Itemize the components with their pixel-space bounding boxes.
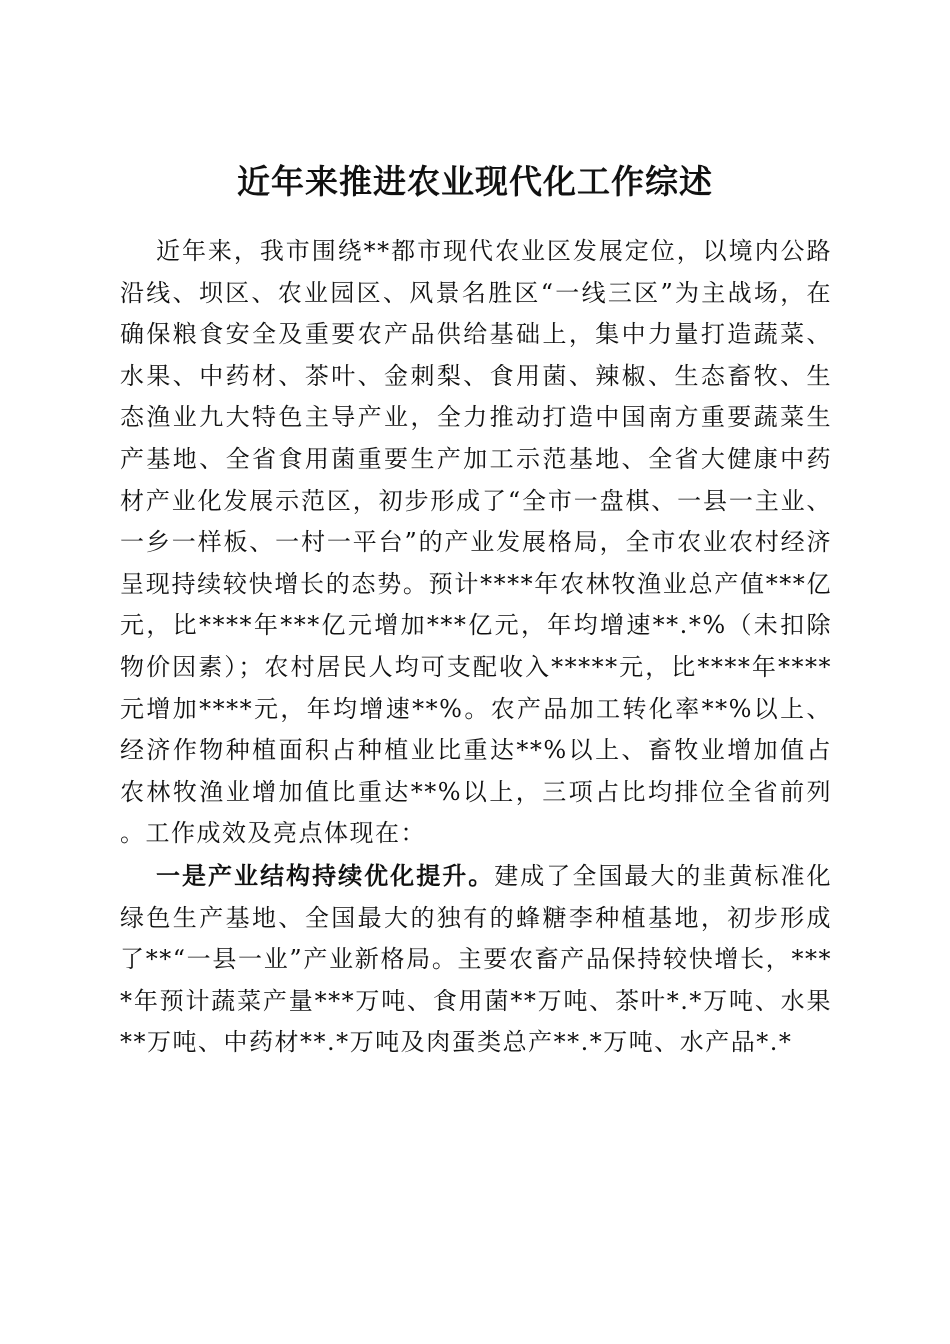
section-one-heading: 一是产业结构持续优化提升。 [156,860,495,890]
section-one-paragraph [120,855,832,1064]
document-title: 近年来推进农业现代化工作综述 [237,162,713,202]
intro-paragraph [120,231,832,855]
section-one-text: 建成了全国最大的韭黄标准化绿色生产基地、全国最大的独有的蜂糖李种植基地，初步形成了**“一县一业”产业新格局。主要农畜产品保持较快增长，****年预计蔬菜产量***万吨、食用菌**万吨、茶叶*.*万吨、水果**万吨、中药材**.*万吨及肉蛋类总产**.*万吨、水产品*.* [120,861,833,1057]
intro-paragraph-text: 近年来，我市围绕**都市现代农业区发展定位，以境内公路沿线、坝区、农业园区、风景名胜区“一线三区”为主战场，在确保粮食安全及重要农产品供给基础上，集中力量打造蔬菜、水果、中药材、茶叶、金刺梨、食用菌、辣椒、生态畜牧、生态渔业九大特色主导产业，全力推动打造中国南方重要蔬菜生产基地、全省食用菌重要生产加工示范基地、全省大健康中药材产业化发展示范区，初步形成了“全市一盘棋、一县一主业、一乡一样板、一村一平台”的产业发展格局，全市农业农村经济呈现持续较快增长的态势。预计****年农林牧渔业总产值***亿元，比****年***亿元增加***亿元，年均增速**.*%（未扣除物价因素）；农村居民人均可支配收入*****元，比****年****元增加****元，年均增速**%。农产品加工转化率**%以上、经济作物种植面积占种植业比重达**%以上、畜牧业增加值占农林牧渔业增加值比重达**%以上，三项占比均排位全省前列。工作成效及亮点体现在： [120,237,832,848]
document-body [120,231,832,1064]
